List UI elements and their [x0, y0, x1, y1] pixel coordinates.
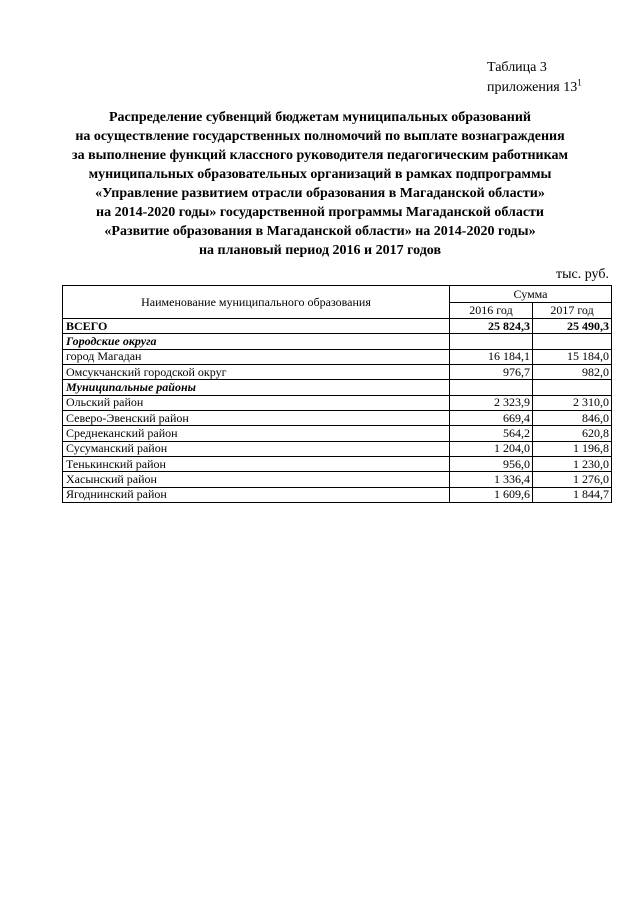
cell-2017: 25 490,3: [533, 319, 612, 334]
table-row-group: [63, 380, 612, 395]
units-label: тыс. руб.: [556, 267, 609, 282]
cell-name: Сусуманский район: [63, 441, 450, 456]
cell-2017: 2 310,0: [533, 395, 612, 410]
title-line: «Управление развитием отрасли образования в Магаданской области»: [95, 186, 545, 201]
title-line: Распределение субвенций бюджетам муниципальных образований: [109, 110, 531, 125]
appendix-label: [487, 79, 582, 97]
cell-2017: 1 276,0: [533, 472, 612, 487]
table-row: [63, 441, 612, 456]
cell-2017: 15 184,0: [533, 349, 612, 364]
cell-2016: 25 824,3: [450, 319, 533, 334]
cell-name: Городские округа: [63, 334, 450, 349]
title-line: на осуществление государственных полномочий по выплате вознаграждения: [75, 129, 565, 144]
table-row: [63, 472, 612, 487]
table-row-group: [63, 334, 612, 349]
cell-2016: 2 323,9: [450, 395, 533, 410]
cell-2016: 16 184,1: [450, 349, 533, 364]
cell-name: Хасынский район: [63, 472, 450, 487]
column-header-name: Наименование муниципального образования: [63, 286, 450, 319]
cell-2017: [533, 334, 612, 349]
table-number-label: Таблица 3: [487, 60, 547, 75]
title-line: муниципальных образовательных организаций в рамках подпрограммы: [88, 167, 552, 182]
cell-2016: [450, 334, 533, 349]
title-line: «Развитие образования в Магаданской области» на 2014-2020 годы»: [104, 224, 536, 239]
cell-2016: [450, 380, 533, 395]
cell-name: Ольский район: [63, 395, 450, 410]
document-title: [0, 108, 640, 260]
cell-2016: 669,4: [450, 410, 533, 425]
cell-2017: 1 230,0: [533, 456, 612, 471]
cell-2017: 1 844,7: [533, 487, 612, 502]
column-header-2016: 2016 год: [450, 303, 533, 319]
cell-name: Муниципальные районы: [63, 380, 450, 395]
title-line: на плановый период 2016 и 2017 годов: [198, 243, 442, 258]
cell-name: Тенькинский район: [63, 456, 450, 471]
column-header-2017: 2017 год: [533, 303, 612, 319]
column-header-sum: Сумма: [450, 286, 612, 303]
cell-2016: 1 609,6: [450, 487, 533, 502]
cell-2017: [533, 380, 612, 395]
table-row: [63, 349, 612, 364]
cell-2016: 976,7: [450, 364, 533, 379]
cell-name: Среднеканский район: [63, 426, 450, 441]
title-line: на 2014-2020 годы» государственной программы Магаданской области: [96, 205, 544, 220]
appendix-label-text: приложения 13: [487, 80, 578, 95]
table-row: [63, 456, 612, 471]
table-header-row: [63, 286, 612, 303]
cell-name: Северо-Эвенский район: [63, 410, 450, 425]
cell-2017: 620,8: [533, 426, 612, 441]
table-row: [63, 364, 612, 379]
table-row: [63, 395, 612, 410]
cell-2016: 1 204,0: [450, 441, 533, 456]
cell-name: Ягоднинский район: [63, 487, 450, 502]
subsidy-table: [62, 285, 612, 503]
cell-name: город Магадан: [63, 349, 450, 364]
cell-2016: 956,0: [450, 456, 533, 471]
cell-name: Омсукчанский городской округ: [63, 364, 450, 379]
table-row: [63, 487, 612, 502]
cell-2016: 564,2: [450, 426, 533, 441]
table-row-total: [63, 319, 612, 334]
appendix-superscript: 1: [577, 77, 582, 88]
cell-2017: 1 196,8: [533, 441, 612, 456]
cell-2017: 846,0: [533, 410, 612, 425]
table-row: [63, 426, 612, 441]
cell-2016: 1 336,4: [450, 472, 533, 487]
cell-2017: 982,0: [533, 364, 612, 379]
cell-name: ВСЕГО: [63, 319, 450, 334]
table-row: [63, 410, 612, 425]
title-line: за выполнение функций классного руководителя педагогическим работникам: [71, 148, 569, 163]
